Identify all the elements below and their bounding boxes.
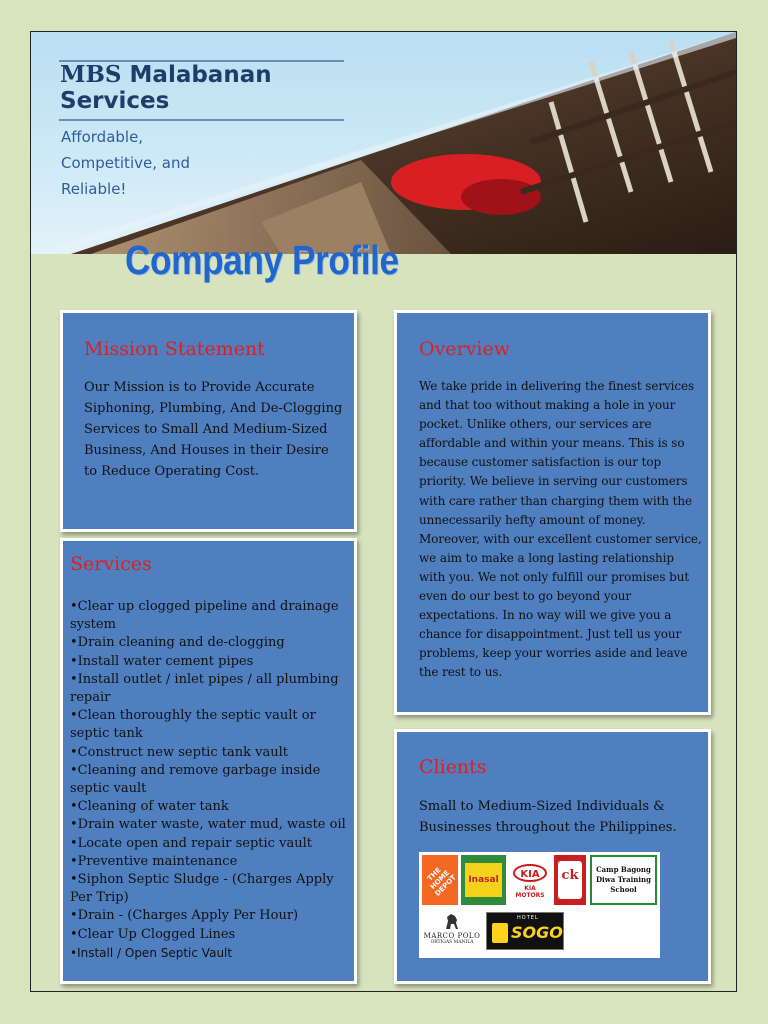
- overview-heading: Overview: [419, 338, 510, 360]
- home-depot-logo: [422, 855, 458, 905]
- marco-polo-logo-text: MARCO POLO: [423, 932, 481, 940]
- list-item: •Locate open and repair septic vault: [70, 835, 312, 851]
- list-item: •Install outlet / inlet pipes / all plumbing repair: [70, 671, 339, 706]
- list-item: •Siphon Septic Sludge - (Charges Apply Per Trip): [70, 872, 334, 906]
- header-banner: [31, 32, 736, 254]
- services-box: [60, 538, 357, 984]
- list-item: •Construct new septic tank vault: [70, 744, 288, 760]
- list-item: •Clear Up Clogged Lines: [70, 926, 236, 942]
- mang-inasal-logo-text: Inasal: [465, 863, 502, 897]
- list-item: •Install water cement pipes: [70, 653, 254, 669]
- overview-text: We take pride in delivering the finest services and that too without making a hole in your pocket. Unlike others, our services are affordable and within your means. This is so because customer satisfaction is our top priority. We believe in serving our customers with care rather than charging them with the unnecessarily hefty amount of money. Moreover, with our excellent customer service, we aim to make a long lasting relationship with you. We not only fulfill our promises but even do our best to go beyond your expectations. In no way will we give you a chance for disappointment. Just tell us your problems, keep your worries aside and leave the rest to us.: [419, 379, 702, 680]
- services-list: [70, 598, 352, 962]
- sogo-mark-icon: [492, 923, 508, 943]
- hotel-sogo-logo: [486, 912, 564, 950]
- list-item: •Clear up clogged pipeline and drainage system: [70, 599, 339, 633]
- list-item: •Cleaning and remove garbage inside septic vault: [70, 762, 321, 797]
- clients-heading: Clients: [419, 756, 487, 778]
- list-item: •Drain - (Charges Apply Per Hour): [70, 908, 299, 924]
- mang-inasal-logo: [461, 855, 506, 905]
- kia-logo: [509, 855, 551, 905]
- home-depot-logo-text: THE HOME DEPOT: [426, 866, 458, 898]
- list-item: •Preventive maintenance: [70, 853, 238, 869]
- sogo-logo-text: SOGO: [511, 923, 563, 942]
- brand-rule-bottom: [59, 119, 344, 121]
- list-item: •Drain water waste, water mud, waste oil: [70, 817, 346, 833]
- clients-box: [394, 729, 711, 984]
- ck-logo: [554, 855, 586, 905]
- services-heading: Services: [70, 553, 152, 575]
- overview-box: [394, 310, 711, 715]
- tagline: [61, 124, 190, 202]
- client-logos: [419, 852, 660, 958]
- page-title: Company Profile: [125, 237, 399, 283]
- marco-polo-logo: [422, 908, 482, 956]
- camp-bagong-diwa-logo: Camp Bagong Diwa Training School: [590, 855, 657, 905]
- horse-icon: [442, 911, 462, 931]
- kia-logo-subtext: KIA MOTORS: [515, 885, 545, 899]
- list-item: •Cleaning of water tank: [70, 799, 229, 815]
- mission-heading: Mission Statement: [84, 338, 265, 360]
- flyer-page: [30, 31, 737, 992]
- list-item: •Install / Open Septic Vault: [70, 945, 233, 960]
- mission-text: Our Mission is to Provide Accurate Siphoning, Plumbing, And De-Clogging Services to Small And Medium-Sized Business, And Houses in their Desire to Reduce Operating Cost.: [84, 380, 343, 479]
- brand-malabanan: Malabanan: [129, 62, 272, 88]
- brand-mbs: MBS: [60, 61, 122, 88]
- brand-services: Services: [60, 88, 170, 114]
- clients-text: Small to Medium-Sized Individuals & Businesses throughout the Philippines.: [419, 799, 677, 835]
- brand-name: [60, 62, 272, 114]
- marco-polo-logo-subtext: ORTIGAS MANILA: [430, 940, 474, 945]
- sogo-logo-hotel: HOTEL: [517, 915, 539, 921]
- mission-box: [60, 310, 357, 532]
- tagline-line: Competitive, and: [61, 154, 190, 172]
- list-item: •Drain cleaning and de-clogging: [70, 635, 285, 651]
- tagline-line: Affordable,: [61, 128, 144, 146]
- kia-logo-text: KIA: [513, 864, 547, 882]
- list-item: •Clean thoroughly the septic vault or septic tank: [70, 708, 316, 742]
- tagline-line: Reliable!: [61, 180, 127, 198]
- ck-logo-text: ck: [558, 861, 582, 899]
